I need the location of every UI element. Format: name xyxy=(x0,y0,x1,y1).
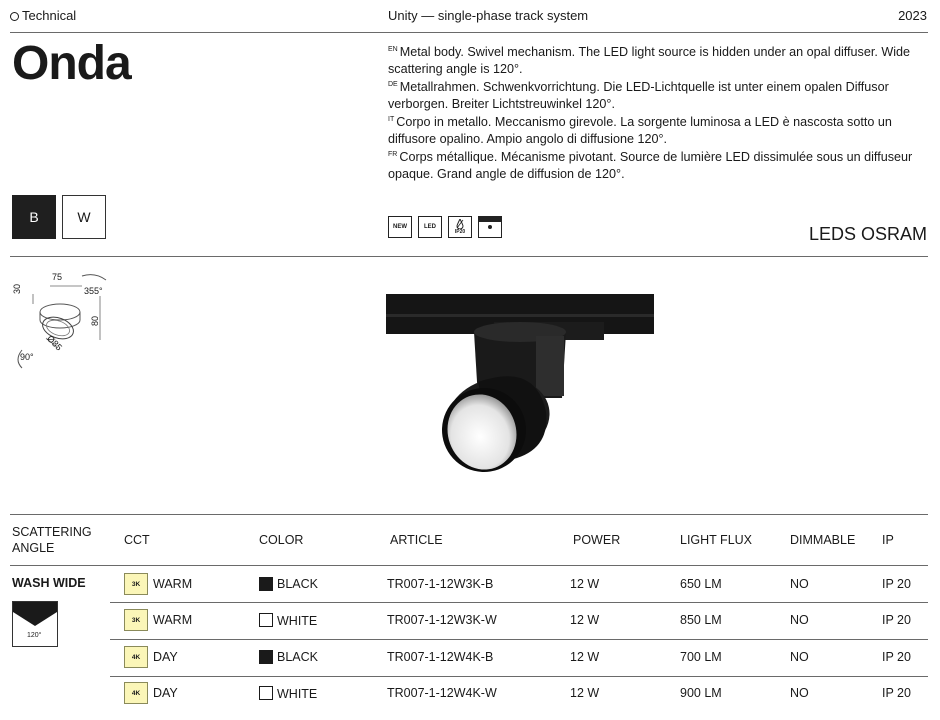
article-cell: TR007-1-12W3K-B xyxy=(387,577,494,591)
description-fr: $^{FR}$ Corps métallique. Mécanisme pivotant. Source de lumière LED dissimulée sous un diffuseur opaque. Grand angle de diffusion de 120°. xyxy=(388,150,913,181)
divider xyxy=(10,32,928,33)
description-en: $^{EN}$ Metal body. Swivel mechanism. The LED light source is hidden under an opal diffuser. Wide scattering angle is 120°. xyxy=(388,45,911,76)
dim-height-total: 80 xyxy=(90,315,100,326)
flux-cell: 650 LM xyxy=(680,577,722,591)
header-ip: IP xyxy=(882,533,894,547)
header-power: POWER xyxy=(573,533,621,547)
color-cell: WHITE xyxy=(277,687,318,701)
flux-cell: 700 LM xyxy=(680,650,722,664)
product-title: Onda xyxy=(12,37,131,90)
color-swatch xyxy=(259,650,273,664)
track-icon xyxy=(478,216,502,238)
dim-height-small: 30 xyxy=(12,283,22,294)
description-it: $^{IT}$ Corpo in metallo. Meccanismo girevole. La sorgente luminosa a LED è nascosta sotto un diffusore opalino. Ampio angolo di diffusione 120°. xyxy=(388,115,892,146)
finish-white-swatch[interactable]: W xyxy=(62,195,106,239)
cct-cell: WARM xyxy=(153,577,193,591)
dim-width: 75 xyxy=(52,272,63,282)
scattering-angle-icon xyxy=(12,601,58,647)
ip20-badge: IP20 xyxy=(448,216,472,238)
dim-rotate-horizontal: 355° xyxy=(84,286,103,296)
color-swatch xyxy=(259,577,273,591)
cct-cell: WARM xyxy=(153,613,193,627)
power-cell: 12 W xyxy=(570,686,600,700)
power-cell: 12 W xyxy=(570,613,600,627)
color-cell: BLACK xyxy=(277,577,318,591)
header-flux: LIGHT FLUX xyxy=(680,533,753,547)
divider xyxy=(10,256,928,257)
led-badge: LED xyxy=(418,216,442,238)
cct-badge: 4K xyxy=(124,682,148,704)
header-article: ARTICLE xyxy=(390,533,443,547)
article-cell: TR007-1-12W4K-B xyxy=(387,650,494,664)
finish-black-swatch[interactable]: B xyxy=(12,195,56,239)
color-cell: WHITE xyxy=(277,614,318,628)
color-cell: BLACK xyxy=(277,650,318,664)
drop-icon xyxy=(456,219,464,229)
color-swatch xyxy=(259,613,273,627)
header-dimmable: DIMMABLE xyxy=(790,533,856,547)
light-source-label: LEDS OSRAM xyxy=(808,224,927,244)
header-color: COLOR xyxy=(259,533,304,547)
flux-cell: 900 LM xyxy=(680,686,722,700)
divider xyxy=(10,565,928,566)
row-divider xyxy=(110,639,928,640)
row-divider xyxy=(110,602,928,603)
dim-diameter: Ø85 xyxy=(44,333,65,353)
description-de: $^{DE}$ Metallrahmen. Schwenkvorrichtung. Die LED-Lichtquelle ist unter einem opalen Diffusor verborgen. Breiter Lichtstreuwinkel 120°. xyxy=(388,80,889,111)
dimmable-cell: NO xyxy=(790,650,809,664)
cct-badge: 4K xyxy=(124,646,148,668)
cct-cell: DAY xyxy=(153,686,178,700)
power-cell: 12 W xyxy=(570,650,600,664)
color-swatch xyxy=(259,686,273,700)
cct-cell: DAY xyxy=(153,650,178,664)
system-label: Unity — single-phase track system xyxy=(388,8,589,23)
ip-cell: IP 20 xyxy=(882,650,911,664)
year-label: 2023 xyxy=(898,8,927,23)
angle-label: 120° xyxy=(27,632,42,639)
dimmable-cell: NO xyxy=(790,686,809,700)
new-badge: NEW xyxy=(388,216,412,238)
cct-badge: 3K xyxy=(124,609,148,631)
header-scattering: SCATTERING ANGLE xyxy=(12,525,92,555)
product-description xyxy=(388,42,933,182)
ip-cell: IP 20 xyxy=(882,686,911,700)
cct-badge: 3K xyxy=(124,573,148,595)
dimmable-cell: NO xyxy=(790,577,809,591)
circle-icon xyxy=(10,12,19,21)
ip-cell: IP 20 xyxy=(882,613,911,627)
row-divider xyxy=(110,676,928,677)
divider xyxy=(10,514,928,515)
dim-rotate-vertical: 90° xyxy=(20,352,34,362)
power-cell: 12 W xyxy=(570,577,600,591)
article-cell: TR007-1-12W3K-W xyxy=(387,613,497,627)
ip-cell: IP 20 xyxy=(882,577,911,591)
article-cell: TR007-1-12W4K-W xyxy=(387,686,497,700)
product-image xyxy=(386,292,656,484)
flux-cell: 850 LM xyxy=(680,613,722,627)
section-label: Technical xyxy=(10,8,76,23)
group-label: WASH WIDE xyxy=(12,576,86,590)
header-cct: CCT xyxy=(124,533,150,547)
dimmable-cell: NO xyxy=(790,613,809,627)
